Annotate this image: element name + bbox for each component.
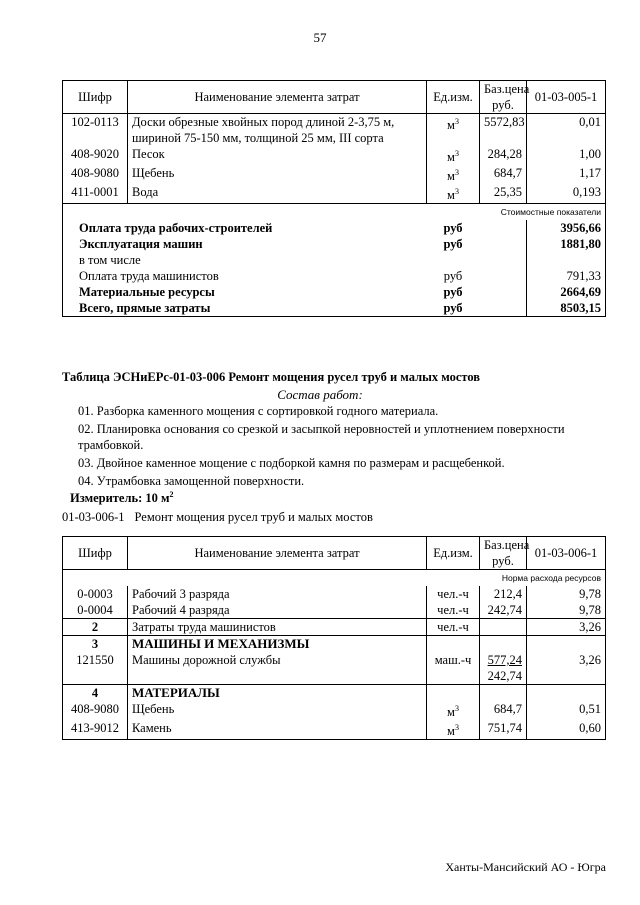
summary-name: Материальные ресурсы [63, 284, 427, 300]
row-price: 684,7 [480, 165, 527, 184]
table-row [63, 602, 606, 619]
row-unit [427, 146, 480, 165]
row-norm: 0,193 [527, 184, 606, 204]
rate-code: 01-03-006-1 [62, 510, 125, 524]
row-price: 284,28 [480, 146, 527, 165]
row-code: 411-0001 [63, 184, 128, 204]
row-code: 0-0003 [63, 586, 128, 602]
unit-exponent: 3 [454, 149, 459, 158]
row-norm: 1,17 [527, 165, 606, 184]
row-unit [427, 184, 480, 204]
rate-name: Ремонт мощения русел труб и малых мостов [134, 510, 373, 524]
row-unit [427, 114, 480, 147]
summary-value: 1881,80 [527, 236, 606, 252]
section-row [63, 685, 606, 702]
meter-exponent: 2 [169, 490, 174, 499]
table-row [63, 586, 606, 602]
header-code: Шифр [63, 537, 128, 570]
summary-spacer [480, 268, 527, 284]
caption-row [63, 570, 606, 587]
meter-label: Измеритель: 10 м [70, 491, 170, 506]
row-code: 2 [63, 619, 128, 636]
operation-item: 02. Планировка основания со срезкой и засыпкой неровностей и уплотнением поверхности трамбовкой. [78, 422, 565, 452]
row-price: 25,35 [480, 184, 527, 204]
section-number: 4 [63, 685, 128, 702]
empty-cell [427, 636, 480, 653]
row-price: 751,74 [480, 720, 527, 740]
summary-name: Всего, прямые затраты [63, 300, 427, 317]
row-unit: маш.-ч [427, 652, 480, 685]
table-row [63, 146, 606, 165]
unit-exponent: 3 [454, 168, 459, 178]
row-code: 121550 [63, 652, 128, 685]
row-price: 5572,83 [480, 114, 527, 147]
header-norm: 01-03-006-1 [527, 537, 606, 570]
section-number: 3 [63, 636, 128, 653]
unit-text: м [447, 150, 455, 165]
row-norm: 9,78 [527, 586, 606, 602]
resource-norm-caption: Норма расхода ресурсов [63, 570, 606, 587]
summary-unit: руб [443, 237, 463, 252]
summary-row [63, 220, 606, 236]
summary-row [63, 268, 606, 284]
unit-exponent: 3 [454, 704, 459, 713]
summary-unit: руб [443, 221, 463, 236]
section-row [63, 636, 606, 653]
empty-cell [480, 685, 527, 702]
row-unit [427, 701, 480, 720]
header-price: Баз.цена руб. [480, 537, 527, 570]
price-main: 577,24 [487, 653, 522, 667]
row-code: 102-0113 [63, 114, 128, 147]
row-norm: 3,26 [527, 619, 606, 636]
row-code: 408-9080 [63, 701, 128, 720]
summary-name: Эксплуатация машин [63, 236, 427, 252]
row-norm: 9,78 [527, 602, 606, 619]
unit-text: м [447, 169, 455, 184]
row-code: 408-9020 [63, 146, 128, 165]
unit-exponent: 3 [454, 723, 459, 733]
row-price: 242,74 [480, 602, 527, 619]
summary-unit: руб [427, 300, 480, 317]
price-secondary: 242,74 [487, 669, 522, 683]
row-name: Рабочий 3 разряда [128, 586, 427, 602]
row-name: Щебень [128, 165, 427, 184]
row-unit: чел.-ч [427, 602, 480, 619]
row-code: 408-9080 [63, 165, 128, 184]
table-row [63, 720, 606, 740]
rate-title [62, 510, 373, 525]
unit-text: м [447, 188, 455, 203]
operation-item: 04. Утрамбовка замощенной поверхности. [78, 474, 305, 488]
unit-exponent: 3 [454, 187, 459, 197]
resource-table-01-03-006 [62, 536, 606, 740]
row-price: 684,7 [480, 701, 527, 720]
header-name: Наименование элемента затрат [128, 537, 427, 570]
row-name: Рабочий 4 разряда [128, 602, 427, 619]
summary-unit: руб [443, 269, 463, 284]
summary-name: в том числе [63, 252, 427, 268]
table-row [63, 652, 606, 685]
header-unit: Ед.изм. [427, 81, 480, 114]
section-title: МАТЕРИАЛЫ [128, 685, 427, 702]
row-code: 413-9012 [63, 720, 128, 740]
summary-value [527, 252, 606, 268]
composition-title: Состав работ: [277, 387, 363, 402]
row-norm: 3,26 [527, 652, 606, 685]
row-price [480, 619, 527, 636]
row-name: Песок [128, 146, 427, 165]
resource-table-01-03-005 [62, 80, 606, 317]
summary-spacer [480, 252, 527, 268]
table-row [63, 701, 606, 720]
summary-value: 8503,15 [527, 300, 606, 317]
row-name: Доски обрезные хвойных пород длиной 2-3,75 м, шириной 75-150 мм, толщиной 25 мм, III сорта [128, 114, 427, 147]
row-unit [427, 720, 480, 740]
row-name: Затраты труда машинистов [128, 619, 427, 636]
table-header-row [63, 537, 606, 570]
unit-text: м [447, 724, 455, 739]
section-title: МАШИНЫ И МЕХАНИЗМЫ [128, 636, 427, 653]
caption-row [63, 204, 606, 221]
empty-cell [427, 685, 480, 702]
cost-indicators-caption: Стоимостные показатели [63, 204, 606, 221]
row-name: Щебень [128, 701, 427, 720]
header-unit: Ед.изм. [427, 537, 480, 570]
unit-exponent: 3 [454, 117, 459, 126]
page-number: 57 [313, 30, 327, 45]
row-norm: 0,01 [527, 114, 606, 147]
summary-name: Оплата труда рабочих-строителей [63, 220, 427, 236]
summary-spacer [480, 220, 527, 236]
row-price [480, 652, 527, 685]
summary-row [63, 236, 606, 252]
summary-spacer [480, 236, 527, 252]
header-code: Шифр [63, 81, 128, 114]
summary-row [63, 300, 606, 317]
operation-item: 03. Двойное каменное мощение с подборкой камня по размерам и расщебенкой. [78, 456, 505, 470]
row-code: 0-0004 [63, 602, 128, 619]
operation-item: 01. Разборка каменного мощения с сортировкой годного материала. [78, 404, 439, 418]
table-row [63, 165, 606, 184]
row-unit: чел.-ч [427, 619, 480, 636]
row-price: 212,4 [480, 586, 527, 602]
unit-text: м [447, 118, 455, 133]
header-norm: 01-03-005-1 [527, 81, 606, 114]
summary-name: Оплата труда машинистов [63, 268, 427, 284]
summary-spacer [480, 284, 527, 300]
empty-cell [527, 685, 606, 702]
empty-cell [480, 636, 527, 653]
table-row [63, 619, 606, 636]
footer-region: Ханты-Мансийский АО - Югра [445, 860, 606, 874]
row-unit [427, 165, 480, 184]
row-name: Вода [128, 184, 427, 204]
summary-value: 2664,69 [527, 284, 606, 300]
table-header-row [63, 81, 606, 114]
row-unit: чел.-ч [427, 586, 480, 602]
summary-unit [427, 252, 480, 268]
row-norm: 0,60 [527, 720, 606, 740]
empty-cell [527, 636, 606, 653]
table-title: Таблица ЭСНиЕРс-01-03-006 Ремонт мощения русел труб и малых мостов [62, 370, 481, 384]
row-norm: 0,51 [527, 701, 606, 720]
summary-row [63, 252, 606, 268]
table-row [63, 184, 606, 204]
header-name: Наименование элемента затрат [128, 81, 427, 114]
row-name: Машины дорожной службы [128, 652, 427, 685]
row-norm: 1,00 [527, 146, 606, 165]
unit-text: м [447, 705, 455, 720]
row-name: Камень [128, 720, 427, 740]
summary-value: 791,33 [527, 268, 606, 284]
summary-spacer [480, 300, 527, 317]
summary-value: 3956,66 [527, 220, 606, 236]
measurement-unit [70, 490, 174, 506]
summary-row [63, 284, 606, 300]
table-row [63, 114, 606, 147]
header-price: Баз.цена руб. [480, 81, 527, 114]
summary-unit: руб [443, 285, 463, 300]
